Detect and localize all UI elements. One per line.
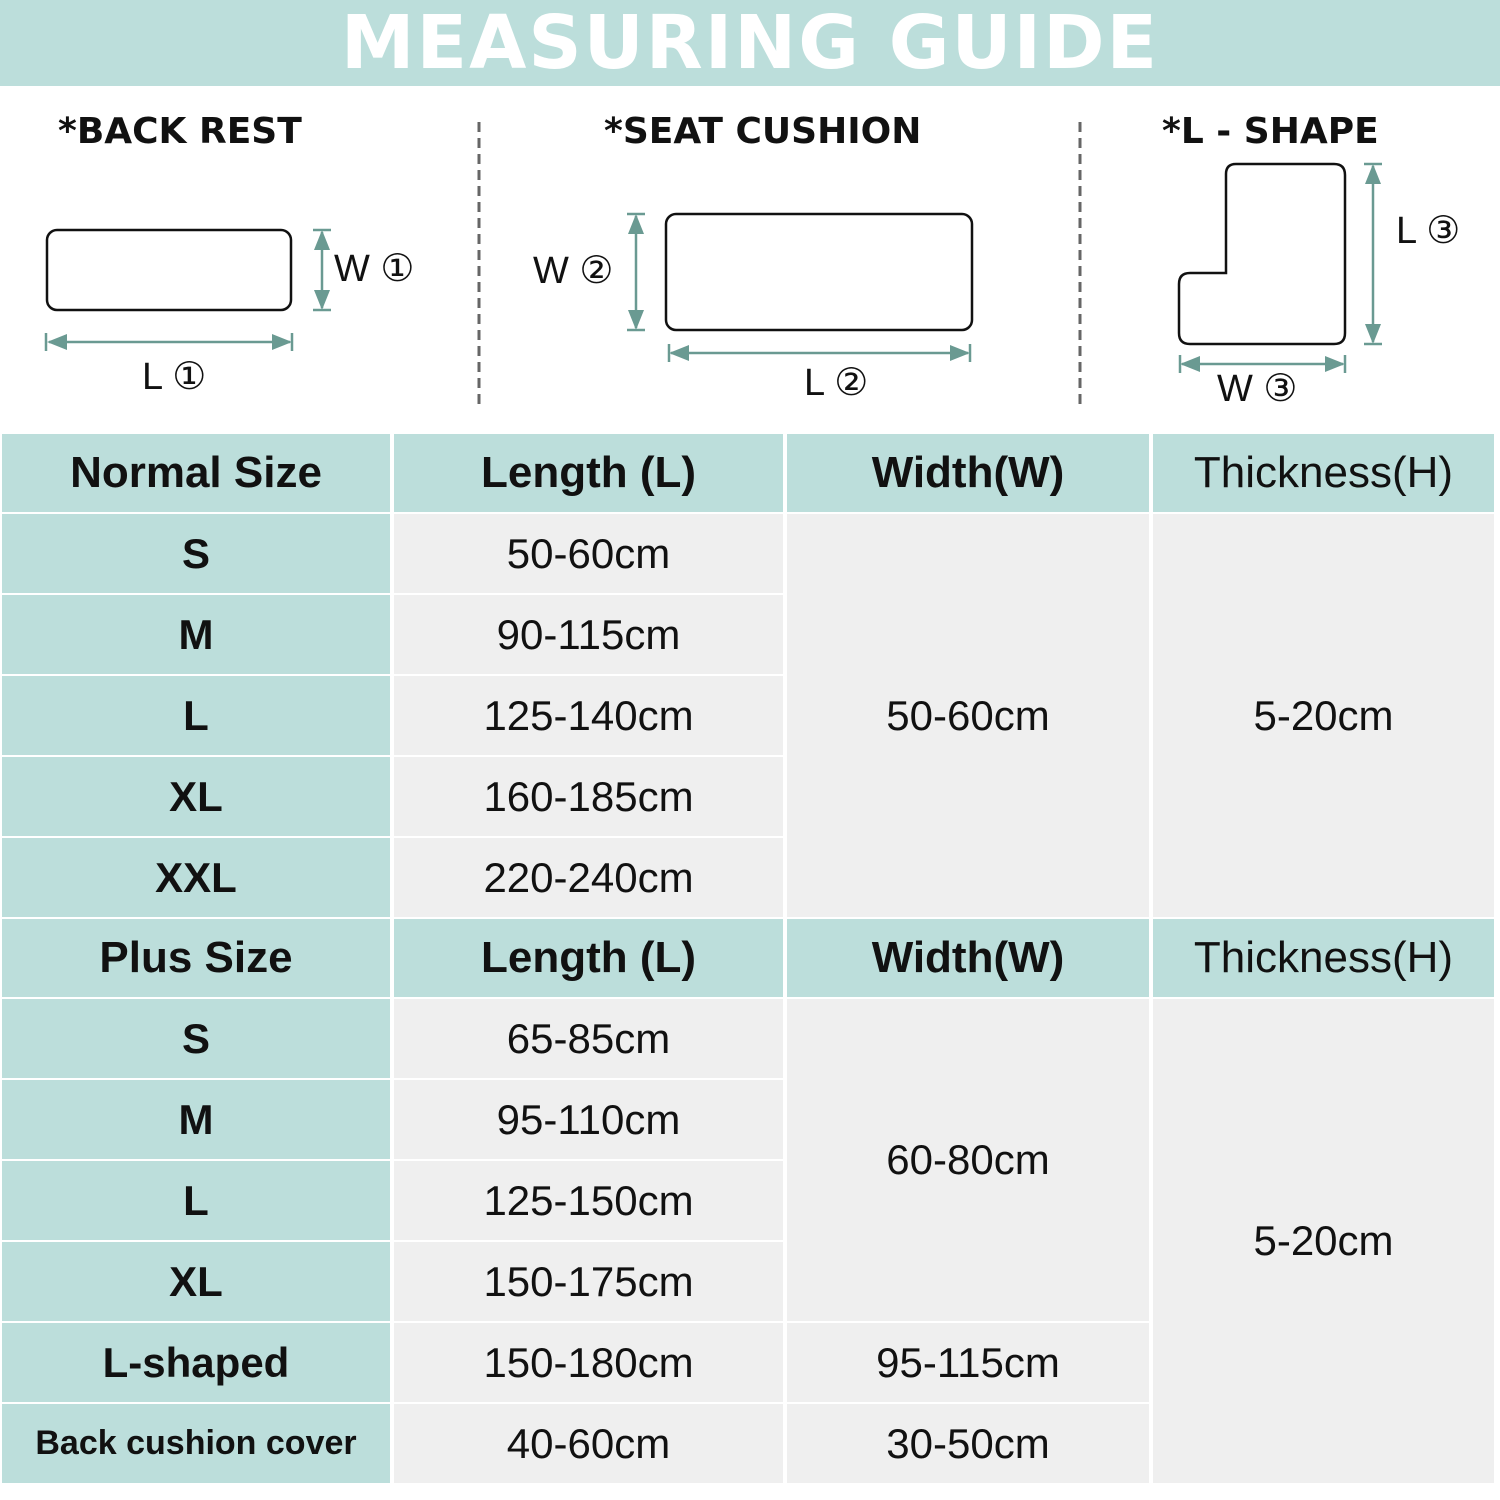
length-value: 160-185cm (394, 757, 783, 836)
width-value: 60-80cm (787, 999, 1149, 1321)
header-length: Length (L) (394, 919, 783, 997)
back-rest-title: *BACK REST (58, 111, 302, 152)
width-value: 50-60cm (787, 514, 1149, 917)
back-rest-width-label: W ① (334, 248, 415, 290)
size-table (0, 432, 1498, 1485)
size-label: Back cushion cover (2, 1404, 390, 1483)
thickness-value: 5-20cm (1153, 514, 1494, 917)
size-label: M (2, 595, 390, 674)
length-value: 40-60cm (394, 1404, 783, 1483)
seat-cushion-shape (666, 214, 972, 330)
seat-cushion-length-label: L ② (804, 362, 869, 404)
size-label: L (2, 1161, 390, 1240)
width-value: 30-50cm (787, 1404, 1149, 1483)
seat-cushion-width-label: W ② (533, 250, 614, 292)
table-row (2, 999, 1494, 1078)
length-value: 65-85cm (394, 999, 783, 1078)
measuring-diagrams (0, 88, 1500, 428)
header-size: Normal Size (2, 434, 390, 512)
length-value: 125-140cm (394, 676, 783, 755)
length-value: 125-150cm (394, 1161, 783, 1240)
size-label: S (2, 999, 390, 1078)
l-shape-width-label: W ③ (1217, 368, 1298, 410)
length-value: 95-110cm (394, 1080, 783, 1159)
page-title: MEASURING GUIDE (340, 0, 1160, 86)
length-value: 150-175cm (394, 1242, 783, 1321)
size-label: M (2, 1080, 390, 1159)
header-thickness: Thickness(H) (1153, 434, 1494, 512)
size-label: S (2, 514, 390, 593)
back-rest-length-label: L ① (142, 356, 207, 398)
header-length: Length (L) (394, 434, 783, 512)
title-banner (0, 0, 1500, 86)
size-label: L-shaped (2, 1323, 390, 1402)
header-width: Width(W) (787, 434, 1149, 512)
l-shape (1179, 164, 1345, 344)
thickness-value: 5-20cm (1153, 999, 1494, 1483)
header-size: Plus Size (2, 919, 390, 997)
header-width: Width(W) (787, 919, 1149, 997)
seat-cushion-title: *SEAT CUSHION (604, 111, 922, 152)
size-label: XL (2, 757, 390, 836)
table-row (2, 514, 1494, 593)
length-value: 150-180cm (394, 1323, 783, 1402)
size-label: XL (2, 1242, 390, 1321)
length-value: 220-240cm (394, 838, 783, 917)
width-value: 95-115cm (787, 1323, 1149, 1402)
size-label: L (2, 676, 390, 755)
normal-size-header (2, 434, 1494, 512)
l-shape-length-label: L ③ (1396, 210, 1461, 252)
size-label: XXL (2, 838, 390, 917)
back-rest-shape (47, 230, 291, 310)
length-value: 90-115cm (394, 595, 783, 674)
l-shape-title: *L - SHAPE (1162, 111, 1379, 152)
plus-size-header (2, 919, 1494, 997)
header-thickness: Thickness(H) (1153, 919, 1494, 997)
length-value: 50-60cm (394, 514, 783, 593)
